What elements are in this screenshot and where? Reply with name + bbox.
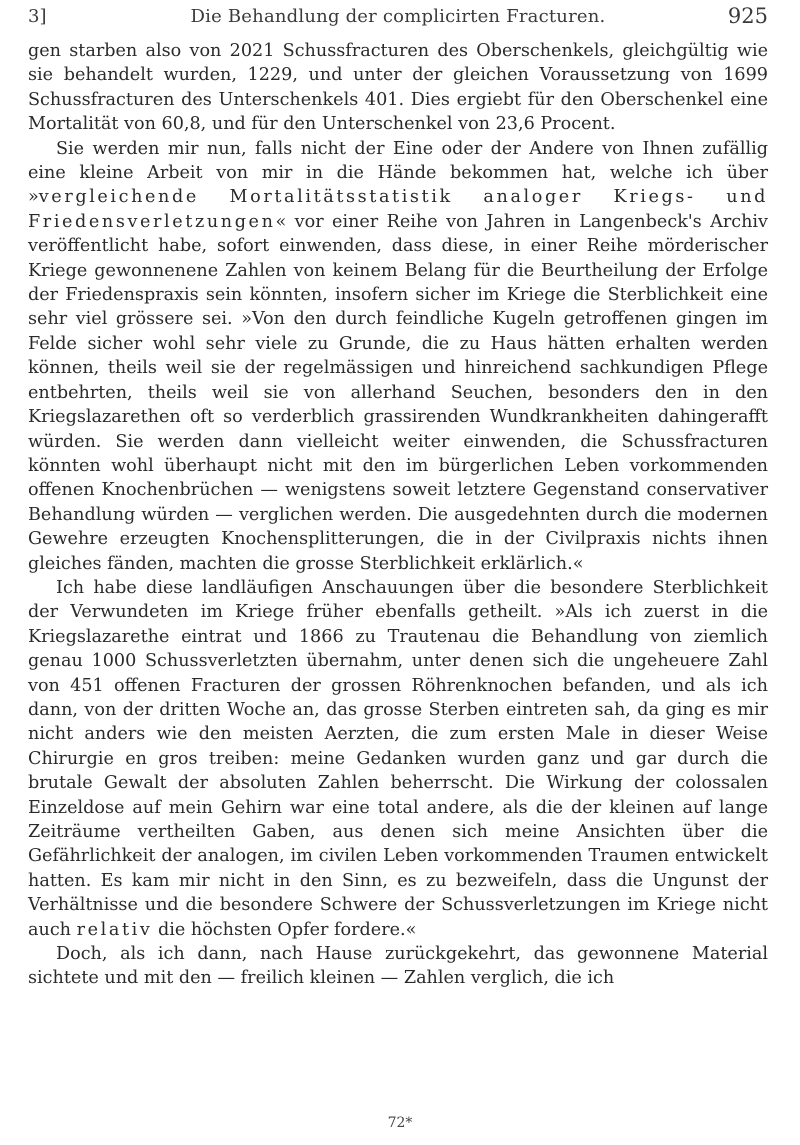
body-text	[28, 39, 768, 991]
section-marker: 3]	[28, 6, 47, 27]
paragraph	[28, 137, 768, 576]
paragraph	[28, 942, 768, 991]
paragraph-text: die höchsten Opfer fordere.«	[152, 919, 417, 940]
spaced-emphasis: vergleichende Mortalitätsstatistik analoger Kriegs- und Friedensverletzungen	[28, 187, 768, 232]
running-header	[28, 6, 768, 34]
paragraph	[28, 39, 768, 137]
paragraph-text: Ich habe diese landläufigen Anschauungen über die besondere Sterblichkeit der Verwundeten im Kriege früher ebenfalls getheilt. »Als ich zuerst in die Kriegslazarethe eintrat und 1866 zu Trautenau die Behandlung von ziemlich genau 1000 Schussverletzten übernahm, unter denen sich die ungeheuere Zahl von 451 offenen Fracturen der grossen Röhrenknochen befanden, und als ich dann, von der dritten Woche an, das grosse Sterben eintreten sah, da ging es mir nicht anders wie den meisten Aerzten, die zum ersten Male in dieser Weise Chirurgie en gros treiben: meine Gedanken wurden ganz und gar durch die brutale Gewalt der absoluten Zahlen beherrscht. Die Wirkung der colossalen Einzeldose auf mein Gehirn war eine total andere, als die der kleinen auf lange Zeiträume vertheilten Gaben, aus denen sich meine Ansichten über die Gefährlichkeit der analogen, im civilen Leben vorkommenden Traumen entwickelt hatten. Es kam mir nicht in den Sinn, es zu bezweifeln, dass die Ungunst der Verhältnisse und die besondere Schwere der Schussverletzungen im Kriege nicht auch	[28, 577, 768, 940]
paragraph-text: Doch, als ich dann, nach Hause zurückgekehrt, das gewonnene Material sichtete und mit den — freilich kleinen — Zahlen verglich, die ich	[28, 944, 768, 989]
paragraph	[28, 576, 768, 942]
spaced-emphasis: relativ	[76, 919, 153, 940]
page-number: 925	[727, 4, 768, 28]
running-title: Die Behandlung der complicirten Fracturen.	[190, 6, 606, 27]
signature-mark: 72*	[387, 1115, 413, 1131]
paragraph-text: Sie werden mir nun, falls nicht der Eine oder der Andere von Ihnen zufällig eine kleine Arbeit von mir in die Hände bekommen hat, welche ich über »	[28, 138, 768, 208]
paragraph-text: gen starben also von 2021 Schussfracturen des Oberschenkels, gleichgültig wie sie behandelt wurden, 1229, und unter der gleichen Voraussetzung von 1699 Schussfracturen des Unterschenkels 401. Dies ergiebt für den Oberschenkel eine Mortalität von 60,8, und für den Unterschenkel von 23,6 Procent.	[28, 41, 768, 135]
paragraph-text: « vor einer Reihe von Jahren in Langenbeck's Archiv veröffentlicht habe, sofort einwenden, dass diese, in einer Reihe mörderischer Kriege gewonnenene Zahlen von keinem Belang für die Beurtheilung der Erfolge der Friedenspraxis sein könnten, insofern sicher im Kriege die Sterblichkeit eine sehr viel grössere sei. »Von den durch feindliche Kugeln getroffenen gingen im Felde sicher wohl sehr viele zu Grunde, die zu Haus hätten erhalten werden können, theils weil sie der regelmässigen und hinreichend sachkundigen Pflege entbehrten, theils weil sie von allerhand Seuchen, besonders den in den Kriegslazarethen oft so verderblich grassirenden Wundkrankheiten dahingerafft würden. Sie werden dann vielleicht weiter einwenden, die Schussfracturen könnten wohl überhaupt nicht mit den im bürgerlichen Leben vorkommenden offenen Knochenbrüchen — wenigstens soweit letztere Gegenstand conservativer Behandlung würden — verglichen werden. Die ausgedehnten durch die modernen Gewehre erzeugten Knochensplitterungen, die in der Civilpraxis nichts ihnen gleiches fänden, machten die grosse Sterblichkeit erklärlich.«	[28, 211, 768, 574]
